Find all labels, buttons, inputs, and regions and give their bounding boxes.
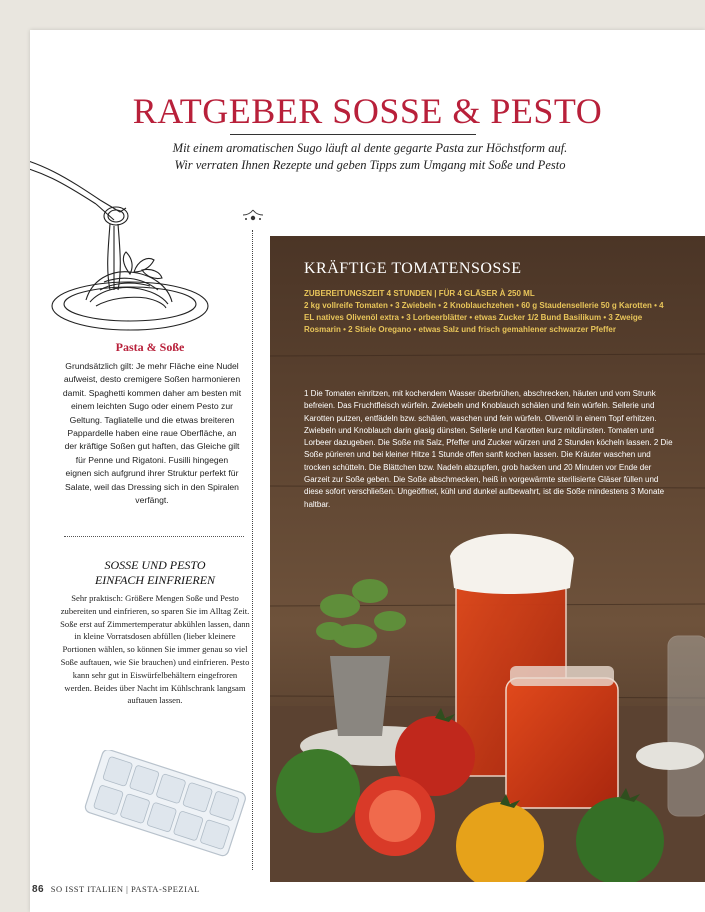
page-number: 86 (32, 884, 45, 895)
pasta-section-heading: Pasta & Soße (115, 340, 185, 354)
recipe-title: KRÄFTIGE TOMATENSOSSE (304, 260, 522, 277)
recipe-ingredients: 2 kg vollreife Tomaten • 3 Zwiebeln • 2 Knoblauchzehen • 60 g Staudensellerie 50 g Karotten • 4 EL natives Olivenöl extra • 3 Lorbeerblätter • etwas Zucker 1/2 Bund Basilikum • 3 Zweige Rosmarin • 2 Stiele Oregano • etwas Salz und frisch gemahlener schwarzer Pfeffer (304, 301, 664, 334)
magazine-page (30, 30, 705, 912)
page-title: RATGEBER SOSSE & PESTO (132, 91, 603, 131)
page-footer (32, 884, 200, 895)
ice-cube-tray-image (70, 750, 250, 860)
section-divider (64, 536, 244, 537)
subtitle-line-1: Mit einem aromatischen Sugo läuft al dente gegarte Pasta zur Höchstform auf. (172, 141, 568, 155)
recipe-steps: 1 Die Tomaten einritzen, mit kochendem Wasser überbrühen, abschrecken, häuten und vom Strunk befreien. Das Fruchtfleisch würfeln. Zwiebeln und Knoblauch schälen und fein würfeln. Sellerie und Karotten putzen, entfädeln bzw. schälen, waschen und fein würfeln. Olivenöl in einem Topf erhitzen. Zwiebeln und Knoblauch darin glasig dünsten. Sellerie und Karotten kurz mitdünsten. Tomaten und Lorbeer dazugeben. Die Soße mit Salz, Pfeffer und Zucker würzen und 2 Stunden köcheln lassen. 2 Die Soße pürieren und bei kleiner Hitze 1 Stunde offen sanft kochen lassen. Die Kräuter waschen und trocken schütteln. Die Blättchen bzw. Nadeln abzupfen, grob hacken und 20 Minuten vor Ende der Garzeit zur Soße geben. Die Soße abschmecken, heiß in vorgewärmte sterilisierte Gläser füllen und diese sofort verschließen. Ungeöffnet, kühl und dunkel aufbewahrt, ist die Soße mindestens 3 Monate haltbar. (304, 389, 673, 509)
freeze-heading-line-2: EINFACH EINFRIEREN (94, 573, 216, 587)
recipe-ingredients-block (304, 288, 664, 336)
recipe-photo (270, 236, 705, 882)
column-divider (252, 230, 253, 870)
title-rule (230, 134, 476, 135)
freeze-section-body: Sehr praktisch: Größere Mengen Soße und Pesto zubereiten und einfrieren, so sparen Sie im Alltag Zeit. Soße erst auf Zimmertemperatur abkühlen lassen, dann in kleine Vorratsdosen abfüllen (lieber kleinere Portionen wählen, so können Sie immer genau so viel Soße auftauen, wie Sie brauchen) und einfrieren. Pesto kann sehr gut in Eiswürfelbehältern eingefroren werden. Beides über Nacht im Kühlschrank langsam auftauen lassen. (60, 593, 250, 706)
freeze-section-heading (70, 558, 240, 588)
publication-name: SO ISST ITALIEN | PASTA-SPEZIAL (50, 884, 200, 894)
ornament-icon (235, 208, 271, 227)
pasta-section-body: Grundsätzlich gilt: Je mehr Fläche eine Nudel aufweist, desto cremigere Soßen harmonieren damit. Spaghetti kommen daher am besten mit einem leichten Sugo oder einem Pesto zur Geltung. Tagliatelle und die etwas breiteren Pappardelle haben eine raue Oberfläche, an der kräftige Soßen gut haften, das Gleiche gilt für Penne und Rigatoni. Fusilli hingegen eignen sich aufgrund ihrer Struktur perfekt für Salate, weil das Dressing sich in den Spiralen verfängt. (62, 361, 242, 506)
recipe-meta-line: ZUBEREITUNGSZEIT 4 STUNDEN | FÜR 4 GLÄSER À 250 ML (304, 289, 535, 298)
freeze-heading-line-1: SOSSE UND PESTO (104, 558, 206, 572)
subtitle-line-2: Wir verraten Ihnen Rezepte und geben Tipps zum Umgang mit Soße und Pesto (174, 158, 566, 172)
fork-pasta-illustration (30, 140, 230, 350)
